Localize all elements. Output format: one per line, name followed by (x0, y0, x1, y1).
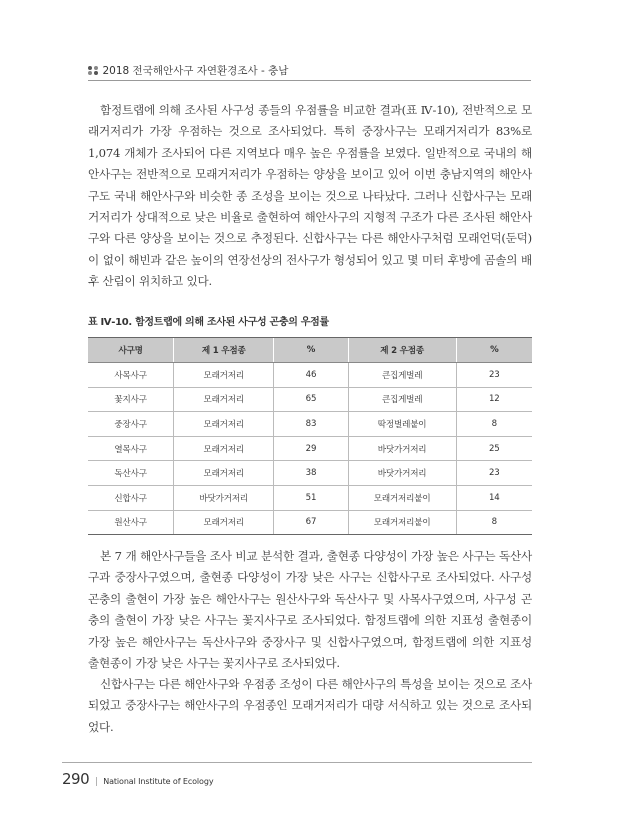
cell-second-percent: 8 (456, 412, 532, 437)
cell-first-percent: 83 (274, 412, 348, 437)
cell-dune-name: 독산사구 (88, 461, 174, 486)
footer-divider (62, 762, 532, 763)
header-divider (88, 80, 531, 81)
table-row (88, 485, 532, 510)
cell-dune-name: 중장사구 (88, 412, 174, 437)
running-header (88, 63, 288, 78)
header-second-dominant: 제 2 우점종 (348, 338, 456, 363)
cell-second-dominant: 바닷가거저리 (348, 436, 456, 461)
table-row (88, 510, 532, 535)
cell-first-dominant: 모래거저리 (174, 510, 274, 535)
cell-first-percent: 46 (274, 363, 348, 388)
cell-second-dominant: 모래거저리붙이 (348, 485, 456, 510)
cell-dune-name: 사목사구 (88, 363, 174, 388)
footer-separator: | (95, 777, 99, 787)
cell-second-percent: 23 (456, 363, 532, 388)
cell-second-percent: 12 (456, 387, 532, 412)
cell-second-dominant: 딱정벌레붙이 (348, 412, 456, 437)
cell-second-dominant: 모래거저리붙이 (348, 510, 456, 535)
cell-first-percent: 38 (274, 461, 348, 486)
cell-first-dominant: 모래거저리 (174, 387, 274, 412)
cell-second-dominant: 큰집게벌레 (348, 387, 456, 412)
cell-first-percent: 51 (274, 485, 348, 510)
header-first-percent: % (274, 338, 348, 363)
cell-second-dominant: 바닷가거저리 (348, 461, 456, 486)
cell-second-percent: 25 (456, 436, 532, 461)
cell-first-percent: 67 (274, 510, 348, 535)
page-footer (62, 770, 213, 788)
table-row (88, 363, 532, 388)
cell-dune-name: 원산사구 (88, 510, 174, 535)
table-row (88, 436, 532, 461)
body-paragraph-2: 본 7 개 해안사구들을 조사 비교 분석한 결과, 출현종 다양성이 가장 높은 사구는 독산사구과 중장사구였으며, 출현종 다양성이 가장 낮은 사구는 신합사구로 조사되었다. 사구성 곤충의 출현이 가장 높은 해안사구는 원산사구와 독산사구 및 사목사구였으며, 사구성 곤충의 출현이 가장 낮은 사구는 꽃지사구로 조사되었다. 함정트랩에 의한 지표성 출현종이 가장 높은 해안사구는 독산사구와 중장사구 및 신합사구였으며, 함정트랩에 의한 지표성 출현종이 가장 낮은 사구는 꽃지사구로 조사되었다. (88, 549, 532, 671)
table-row (88, 387, 532, 412)
cell-dune-name: 신합사구 (88, 485, 174, 510)
dominance-table (88, 337, 532, 535)
cell-second-percent: 14 (456, 485, 532, 510)
cell-dune-name: 꽃지사구 (88, 387, 174, 412)
page-number: 290 (62, 770, 90, 788)
cell-first-percent: 65 (274, 387, 348, 412)
cell-first-dominant: 모래거저리 (174, 461, 274, 486)
body-paragraph-1: 함정트랩에 의해 조사된 사구성 종들의 우점률을 비교한 결과(표 Ⅳ-10), 전반적으로 모래거저리가 가장 우점하는 것으로 조사되었다. 특히 중장사구는 모래거저리가 83%로 1,074 개체가 조사되어 다른 지역보다 매우 높은 우점률을 보였다. 일반적으로 국내의 해안사구는 전반적으로 모래거저리가 우점하는 양상을 보이고 있어 이번 충남지역의 해안사구도 국내 해안사구와 비슷한 종 조성을 보이는 것으로 나타났다. 그러나 신합사구는 모래거저리가 상대적으로 낮은 비율로 출현하여 해안사구의 지형적 구조가 다른 조사된 해안사구와 다른 양상을 보이는 것으로 추정된다. 신합사구는 다른 해안사구처럼 모래언덕(둔덕)이 없이 해빈과 같은 높이의 연장선상의 전사구가 형성되어 있고 몇 미터 후방에 곰솔의 배후 산림이 위치하고 있다. (88, 103, 532, 289)
header-second-percent: % (456, 338, 532, 363)
header-first-dominant: 제 1 우점종 (174, 338, 274, 363)
body-paragraph-3: 신합사구는 다른 해안사구와 우점종 조성이 다른 해안사구의 특성을 보이는 것으로 조사되었고 중장사구는 해안사구의 우점종인 모래거저리가 대량 서식하고 있는 것으로 조사되었다. (88, 677, 532, 734)
cell-first-dominant: 바닷가거저리 (174, 485, 274, 510)
cell-first-dominant: 모래거저리 (174, 436, 274, 461)
table-row (88, 461, 532, 486)
table-row (88, 412, 532, 437)
cell-dune-name: 열목사구 (88, 436, 174, 461)
header-dots-icon (88, 66, 98, 76)
cell-second-percent: 23 (456, 461, 532, 486)
header-dune-name: 사구명 (88, 338, 174, 363)
cell-first-dominant: 모래거저리 (174, 412, 274, 437)
cell-first-percent: 29 (274, 436, 348, 461)
header-title: 2018 전국해안사구 자연환경조사 - 충남 (102, 65, 289, 77)
table-header-row (88, 338, 532, 363)
cell-second-dominant: 큰집게벌레 (348, 363, 456, 388)
cell-second-percent: 8 (456, 510, 532, 535)
cell-first-dominant: 모래거저리 (174, 363, 274, 388)
table-caption: 표 Ⅳ-10. 함정트랩에 의해 조사된 사구성 곤충의 우점률 (88, 317, 329, 328)
footer-organization: National Institute of Ecology (103, 777, 214, 786)
